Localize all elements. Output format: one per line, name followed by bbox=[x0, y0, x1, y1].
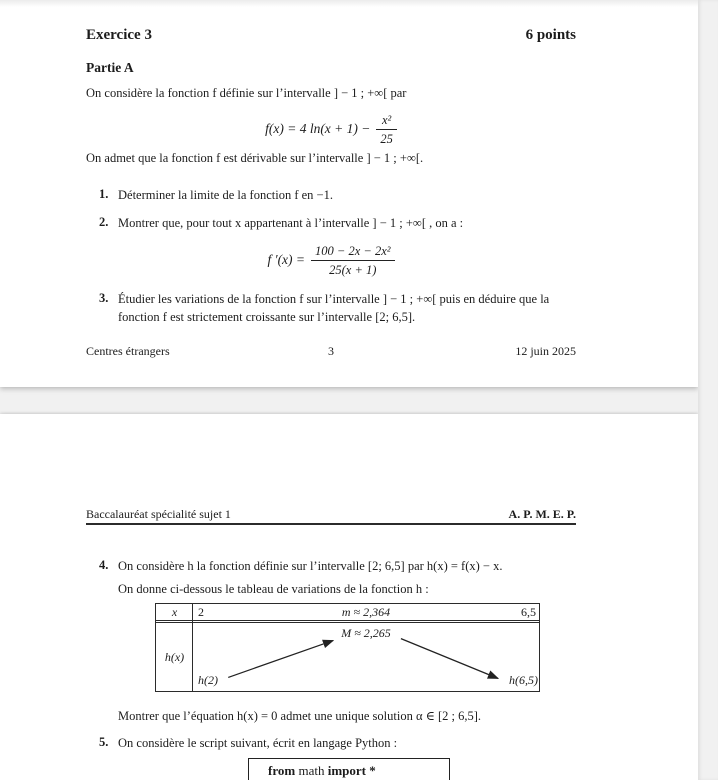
variation-table bbox=[155, 603, 540, 692]
formula-f-lhs: f(x) = 4 ln(x + 1) − bbox=[265, 121, 371, 136]
document-page-2 bbox=[0, 414, 698, 780]
variation-table-x-header: x bbox=[171, 605, 178, 619]
python-code-box bbox=[248, 758, 450, 780]
formula-f-prime-fraction bbox=[311, 243, 394, 278]
python-code-line-1 bbox=[268, 763, 376, 779]
formula-f-prime-lhs: f ′(x) = bbox=[267, 252, 306, 267]
exercise-title: Exercice 3 bbox=[86, 27, 152, 43]
question-2-text: Montrer que, pour tout x appartenant à l’intervalle ] − 1 ; +∞[ , on a : bbox=[118, 216, 464, 230]
question-4-line2: On donne ci-dessous le tableau de variations de la fonction h : bbox=[118, 582, 429, 596]
header-rule bbox=[86, 523, 576, 525]
arrow-increasing bbox=[228, 641, 333, 678]
question-1-text: Déterminer la limite de la fonction f en −1. bbox=[118, 188, 333, 202]
question-3-text: Étudier les variations de la fonction f sur l’intervalle ] − 1 ; +∞[ puis en déduire que la fonction f est strictement croissante sur l’intervalle [2; 6,5]. bbox=[118, 292, 550, 324]
formula-f-prime-denominator: 25(x + 1) bbox=[329, 262, 377, 277]
python-module-name: math bbox=[295, 763, 328, 778]
variation-table-body bbox=[193, 626, 539, 691]
question-5-text: On considère le script suivant, écrit en langage Python : bbox=[118, 736, 398, 750]
footer-right: 12 juin 2025 bbox=[515, 344, 576, 358]
exercise-points: 6 points bbox=[525, 27, 576, 43]
header-left: Baccalauréat spécialité sujet 1 bbox=[86, 507, 231, 521]
formula-f-prime bbox=[86, 241, 576, 279]
python-keyword-from: from bbox=[268, 763, 296, 778]
part-title: Partie A bbox=[86, 60, 134, 75]
variation-value-max: M ≈ 2,265 bbox=[341, 626, 391, 640]
viewer-right-gutter bbox=[698, 0, 718, 780]
question-3-number: 3. bbox=[99, 291, 109, 305]
formula-f bbox=[86, 110, 576, 148]
page-top-shadow bbox=[0, 0, 698, 7]
footer-left: Centres étrangers bbox=[86, 344, 170, 358]
formula-f-fraction bbox=[376, 112, 397, 147]
header-right: A. P. M. E. P. bbox=[508, 507, 576, 521]
formula-f-numerator: x² bbox=[376, 112, 397, 130]
variation-value-end: h(6,5) bbox=[509, 673, 538, 687]
intro-line: On considère la fonction f définie sur l’intervalle ] − 1 ; +∞[ par bbox=[86, 86, 407, 100]
formula-f-prime-numerator: 100 − 2x − 2x² bbox=[311, 243, 394, 261]
footer-page-number: 3 bbox=[328, 344, 334, 358]
variation-table-row-label: h(x) bbox=[164, 649, 185, 664]
variation-table-x-end: 6,5 bbox=[521, 605, 536, 619]
question-1-number: 1. bbox=[99, 187, 109, 201]
variation-value-start: h(2) bbox=[198, 673, 218, 687]
python-keyword-import: import * bbox=[327, 763, 376, 778]
variation-table-x-start: 2 bbox=[198, 605, 204, 619]
document-page-1 bbox=[0, 0, 698, 387]
arrow-decreasing bbox=[401, 639, 498, 679]
question-5-number: 5. bbox=[99, 735, 109, 749]
formula-f-denominator: 25 bbox=[380, 131, 393, 146]
question-2-number: 2. bbox=[99, 215, 109, 229]
variation-table-x-mid: m ≈ 2,364 bbox=[341, 605, 391, 619]
question-4-number: 4. bbox=[99, 558, 109, 572]
question-4-conclusion: Montrer que l’équation h(x) = 0 admet une unique solution α ∈ [2 ; 6,5]. bbox=[118, 709, 482, 723]
question-4-line1: On considère h la fonction définie sur l’intervalle [2; 6,5] par h(x) = f(x) − x. bbox=[118, 559, 503, 573]
derivable-line: On admet que la fonction f est dérivable sur l’intervalle ] − 1 ; +∞[. bbox=[86, 151, 424, 165]
